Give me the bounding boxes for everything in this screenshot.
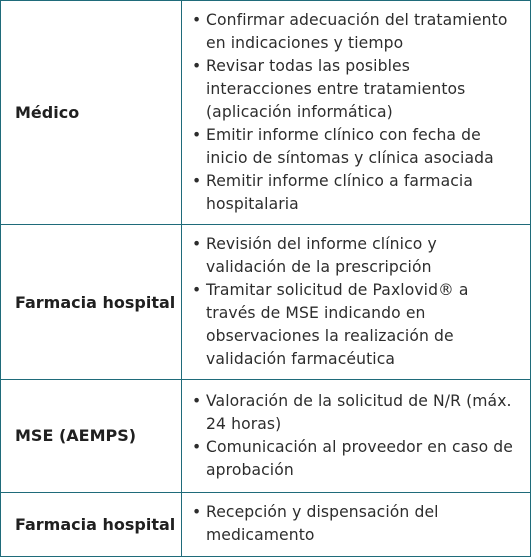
- tasks-cell: [182, 225, 531, 379]
- tasks-cell: [182, 492, 531, 556]
- bullet-icon: •: [192, 126, 202, 145]
- bullet-icon: •: [192, 11, 202, 30]
- table-row: [1, 1, 531, 225]
- task-item: [190, 279, 520, 371]
- task-item: [190, 233, 520, 279]
- task-item: [190, 170, 520, 216]
- task-text: Tramitar solicitud de Paxlovid® a través de MSE indicando en observaciones la realización de validación farmacéutica: [206, 281, 469, 369]
- table-row: [1, 225, 531, 379]
- task-text: Confirmar adecuación del tratamiento en indicaciones y tiempo: [206, 11, 508, 53]
- bullet-icon: •: [192, 437, 202, 456]
- role-cell: Farmacia hospital: [1, 492, 182, 556]
- task-text: Emitir informe clínico con fecha de inicio de síntomas y clínica asociada: [206, 126, 494, 168]
- role-cell: Farmacia hospital: [1, 225, 182, 379]
- task-list: [190, 390, 520, 482]
- task-item: [190, 9, 520, 55]
- table-row: [1, 492, 531, 556]
- bullet-icon: •: [192, 235, 202, 254]
- tasks-cell: [182, 1, 531, 225]
- task-item: [190, 501, 520, 547]
- task-text: Comunicación al proveedor en caso de aprobación: [206, 437, 513, 479]
- task-item: [190, 390, 520, 436]
- bullet-icon: •: [192, 172, 202, 191]
- task-item: [190, 124, 520, 170]
- bullet-icon: •: [192, 503, 202, 522]
- role-cell: MSE (AEMPS): [1, 379, 182, 492]
- task-text: Remitir informe clínico a farmacia hospitalaria: [206, 172, 474, 214]
- task-text: Revisar todas las posibles interacciones entre tratamientos (aplicación informática): [206, 57, 466, 122]
- task-item: [190, 55, 520, 124]
- bullet-icon: •: [192, 281, 202, 300]
- task-list: [190, 233, 520, 371]
- task-text: Revisión del informe clínico y validación de la prescripción: [206, 235, 437, 277]
- task-list: [190, 501, 520, 547]
- task-list: [190, 9, 520, 216]
- task-text: Recepción y dispensación del medicamento: [206, 503, 439, 545]
- task-item: [190, 436, 520, 482]
- bullet-icon: •: [192, 57, 202, 76]
- tasks-cell: [182, 379, 531, 492]
- task-text: Valoración de la solicitud de N/R (máx. 24 horas): [206, 391, 512, 433]
- table-row: [1, 379, 531, 492]
- role-cell: Médico: [1, 1, 182, 225]
- bullet-icon: •: [192, 391, 202, 410]
